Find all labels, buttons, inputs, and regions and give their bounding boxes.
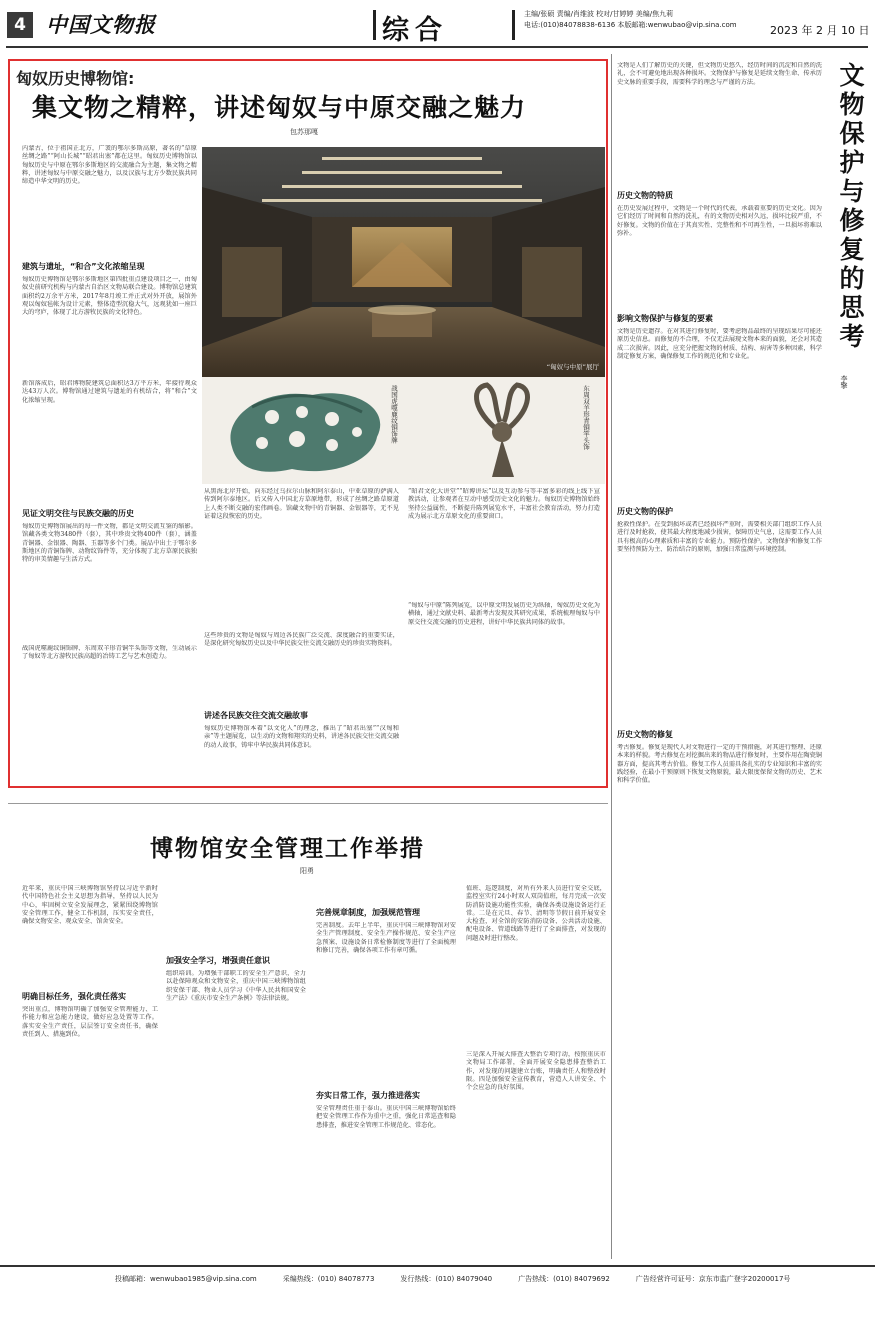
feature-section1-text: 匈奴历史博物馆是鄂尔多斯地区第四批重点建设项目之一，由匈奴史前研究机构与内蒙古自治区文物局联合建设。博物馆总建筑面积约2万余平方米，2017年8月竣工并正式对外开放，展馆外观以匈奴毡帐为设计元素，整体造型沉稳大气，远观犹如一座巨大的穹庐，体现了北方游牧民族的文化特色。 [22,276,197,317]
feature-left-column [22,145,197,780]
footer-submission-email: 投稿邮箱：wenwubao1985@vip.sina.com [115,1275,257,1283]
feature-section3-text: 匈奴历史博物馆本着“以文化人”的理念，推出了“昭君出塞”“汉匈和亲”等主题展览，以生动的文物和翔实的史料，讲述各民族交往交流交融的动人故事，铸牢中华民族共同体意识。 [204,725,399,749]
masthead-divider-left [373,10,376,40]
footer-ad-hotline: 广告热线：(010) 84079692 [518,1275,610,1283]
essay-section2-text: 文物是历史遗存。在对其进行修复时，要考虑物品最终的呈现结果尽可能还原历史信息。而修复的不合理，不仅无法展现文物本来的面貌，还会对其造成二次损害。因此，应充分把握文物的材质、结构、病害等多种因素，科学制定修复方案，确保修复工作的规范化和专业化。 [617,328,822,360]
article2-headline: 博物馆安全管理工作举措 [150,836,425,862]
page-footer [0,1265,875,1293]
page-number: 4 [7,12,33,38]
editor-credits [524,9,737,31]
feature-kicker: 匈奴历史博物馆: [16,69,135,88]
article2-col4-text2: 三是深入开展大排查大整治专项行动，按照重庆市文物局工作部署，全面开展安全隐患排查整治工作，对发现的问题建立台账，明确责任人和整改时限。四是加强安全宣传教育，营造人人讲安全、个个会应急的良好氛围。 [466,1051,606,1092]
feature-headline: 集文物之精粹，讲述匈奴与中原交融之魅力 [32,93,527,122]
article2-top-rule [8,803,608,804]
footer-ad-license: 广告经营许可证号：京东市监广登字20200017号 [635,1275,791,1283]
ram-finial-caption: 东周双羊形青铜竿头饰 [582,385,590,450]
feature-section1-text2: 新馆落成后，昭君博物院建筑总面积达3万平方米，年接待观众达43万人次。博物馆通过建筑与遗址的有机结合，将“和合”文化浓缩呈现。 [22,380,197,404]
tiger-plaque-caption: 战国虎噬鹿纹铜饰牌 [390,385,398,444]
masthead-divider-right [512,10,515,40]
exhibition-hall-photo [202,147,605,377]
feature-middle-text: 从黑海北岸开始，向东经过乌拉尔山脉和阿尔泰山，中亚草原的萨满人传到阿尔泰地区。后又传入中国北方草原地带，形成了丝绸之路草原道上人类不断交融的宏伟画卷。馆藏文物中的青铜器、金银器等，无不见证着这段恢宏的历史。 [204,488,399,520]
masthead-rule [6,46,868,48]
essay-divider [611,54,612,1259]
essay-section1-title: 历史文物的特质 [617,191,673,200]
article2-section4-title: 夯实日常工作，强力推进落实 [316,1091,420,1100]
essay-section1-text: 在历史发展过程中，文物是一个时代的代表，承载着重要的历史文化。因为它们经历了时间和自然的洗礼，有的文物历史相对久远，损坏比较严重，不好修复。文物的价值在于其真实性、完整性和不可再生性，一旦损坏将难以弥补。 [617,205,822,237]
article2-section4-text: 安全管理责任重于泰山。重庆中国三峡博物馆始终把安全管理工作作为重中之重，强化日常巡查和隐患排查，推进安全管理工作规范化、常态化。 [316,1105,456,1129]
essay-section3-title: 历史文物的保护 [617,507,673,516]
feature-section2-text: 匈奴历史博物馆展出的每一件文物，都是文明交流互鉴的缩影。馆藏各类文物3480件（套），其中珍贵文物400件（套），涵盖青铜器、金银器、陶器、玉器等多个门类。展品中出土于鄂尔多斯地区的青铜饰牌、动物纹饰件等，充分体现了北方草原民族独特的审美情趣与生活方式。 [22,523,197,564]
article2-col4-text: 值班、巡逻制度，对所有外来人员进行安全交底，监控室实行24小时双人双岗值班，每月完成一次安防消防设施功能性实验，确保各类设施设备运行正常。二是在元旦、春节、清明等节假日前开展安全大检查，对全馆的安防消防设备、公共活动设施、配电设备、管道线路等进行了全面排查，对发现的问题及时进行整改。 [466,885,606,942]
issue-date: 2023 年 2 月 10 日 [770,24,870,37]
article2-column-4 [466,885,606,1255]
essay-section4-title: 历史文物的修复 [617,730,673,739]
editor-credits-line2: 电话:(010)84078838-6136 本版邮箱:wenwubao@vip.sina.com [524,21,737,29]
essay-author: 李擎 [840,375,848,389]
article2-column-3 [316,885,456,1255]
feature-right-text: “昭君文化大讲堂”“昭博讲坛”以及互动参与等丰富多彩的线上线下宣教活动，让参观者在互动中感受历史文化的魅力。匈奴历史博物馆始终坚持公益属性，不断提升陈列展览水平，丰富社会教育活动，努力打造成为展示北方草原文化的重要窗口。 [408,488,600,520]
footer-editorial-hotline: 采编热线：(010) 84078773 [282,1275,375,1283]
tiger-plaque-artifact [230,393,380,472]
feature-byline: 包苏那嘎 [290,128,318,136]
masthead [0,0,875,46]
essay-section2-title: 影响文物保护与修复的要素 [617,314,713,323]
feature-middle-column [204,488,399,783]
artifact-photos-illustration [202,377,605,484]
feature-section1-title: 建筑与遗址，“和合”文化浓缩呈现 [22,262,145,271]
article2-section2-title: 加强安全学习，增强责任意识 [166,956,270,965]
feature-section2-title: 见证文明交往与民族交融的历史 [22,509,134,518]
feature-right-column [408,488,600,783]
section-title: 综合 [382,15,448,46]
paper-name-logo: 中国文物报 [46,12,156,37]
exhibition-photo-caption: “匈奴与中原”展厅 [546,363,599,371]
article2-section1-text: 突出重点，博物馆明确了加强安全管理能力、工作能力和应急能力建设，做好应急处置等工作。落实安全生产责任，层层签订安全责任书，确保责任到人、措施到位。 [22,1006,158,1038]
article2-column-2 [166,885,306,1255]
feature-middle-text2: 这些珍贵的文物是匈奴与周边各民族广泛交流、深度融合的重要实证，是深化研究匈奴历史以及中华民族交往交流交融历史的珍贵实物资料。 [204,632,399,648]
article2-intro: 近年来，重庆中国三峡博物馆坚持以习近平新时代中国特色社会主义思想为指导，坚持以人民为中心，牢固树立安全发展理念，紧紧围绕博物馆安全管理工作，健全工作机制，压实安全责任，确保文物安全、观众安全、馆舍安全。 [22,885,158,926]
article2-byline: 阳勇 [300,867,314,875]
essay-title: 文物保护与修复的思考 [836,62,865,352]
footer-distribution-hotline: 发行热线：(010) 84079040 [400,1275,493,1283]
footer-contact-row [0,1267,875,1284]
article2-section3-text: 完善制度。去年上半年，重庆中国三峡博物馆对安全生产管理制度、安全生产操作规范、安全生产应急预案、设施设备日常检修制度等进行了全面梳理和修订完善，确保各项工作有章可循。 [316,922,456,954]
feature-intro-paragraph: 内蒙古，位于祖国正北方，广袤的鄂尔多斯高原，著名的“草原丝绸之路”“阿山长城”“昭君出塞”都在这里。匈奴历史博物馆以匈奴历史与中原在鄂尔多斯地区的交流融合为主题，集文物之精粹，讲述匈奴与中原交融之魅力，以及汉族与北方少数民族共同缔造中华文明的历史。 [22,145,197,186]
feature-section2-text2: 战国虎噬鹿纹铜饰牌、东周双羊形青铜竿头饰等文物，生动展示了匈奴等北方游牧民族高超的冶铸工艺与艺术创造力。 [22,645,197,661]
feature-right-text2: “匈奴与中原”陈列展览，以中原文明发展历史为纵轴，匈奴历史文化为横轴，通过文献史料、最新考古发现及其研究成果，系统梳理匈奴与中原交往交流交融的历史进程，讲好中华民族共同体的故事。 [408,602,600,626]
essay-column [617,62,822,1257]
feature-section3-title: 讲述各民族交往交流交融故事 [204,711,308,720]
essay-section4-text: 考古修复。修复是现代人对文物进行一定的干预措施，对其进行整理、还原本来的样貌。考古修复在对挖掘出来的物品进行修复时，主要作用在陶瓷铜器方面，提高其考古价值。修复工作人员需具备扎实的专业知识和丰富的实践经验，在最小干预原则下恢复文物原貌，最大限度保留文物的历史、艺术和科学价值。 [617,744,822,785]
essay-intro: 文物是人们了解历史的关键，但文物历史悠久，经历时间的沉淀和自然的洗礼，会不可避免地出现各种损坏。文物保护与修复是延续文物生命、传承历史文脉的重要手段，需要科学的理念与严谨的方法。 [617,62,822,86]
article2-column-1 [22,885,158,1255]
article2-section2-text: 组织培训。为增强干部职工的安全生产意识，全力以赴保障观众和文物安全，重庆中国三峡博物馆组织安保干部、物业人员学习《中华人民共和国安全生产法》《重庆市安全生产条例》等法律法规。 [166,970,306,1002]
editor-credits-line1: 主编/张硕 责编/肖维波 校对/甘婷婷 美编/焦九莉 [524,10,674,18]
exhibition-hall-illustration [202,147,605,377]
article2-section3-title: 完善规章制度，加强规范管理 [316,908,420,917]
essay-section3-text: 抢救性保护。在受到损坏或者已经损坏严重时，需要相关部门组织工作人员进行及时抢救，使其最大程度地减少损害，保障历史气息，这需要工作人员具有极高的心理素质和丰富的专业能力。预防性保护。文物保护和修复工作要坚持预防为主、防治结合的原则，加强日常监测与环境控制。 [617,521,822,553]
article2-section1-title: 明确目标任务，强化责任落实 [22,992,126,1001]
artifact-photos [202,377,605,484]
